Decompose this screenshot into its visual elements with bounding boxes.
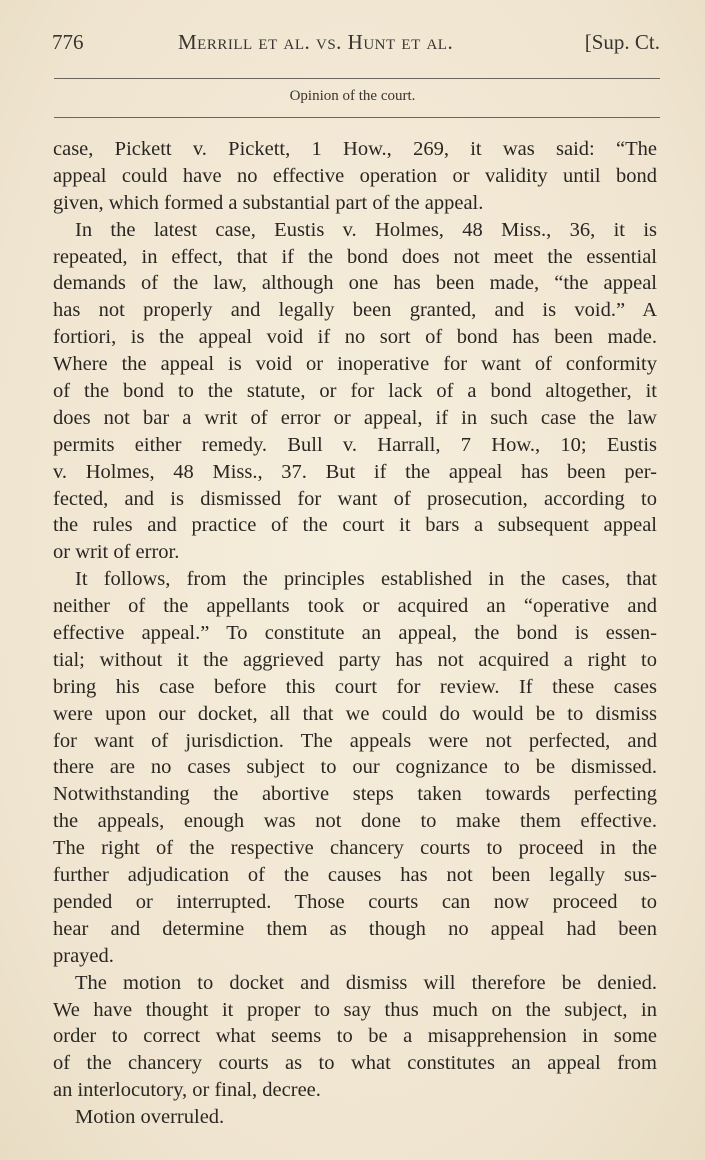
text-line: In the latest case, Eustis v. Holmes, 48 Miss., 36, it is bbox=[75, 218, 657, 241]
text-line: tial; without it the aggrieved party has not acquired a right to bbox=[53, 648, 657, 671]
text-line: permits either remedy. Bull v. Harrall, 7 How., 10; Eustis bbox=[53, 433, 657, 456]
text-line: hear and determine them as though no appeal had been bbox=[53, 917, 657, 940]
text-line: or writ of error. bbox=[53, 541, 180, 564]
text-line: Where the appeal is void or inoperative for want of conformity bbox=[53, 353, 657, 376]
running-header bbox=[52, 30, 660, 60]
text-line: does not bar a writ of error or appeal, if in such case the law bbox=[53, 406, 657, 429]
text-line: fortiori, is the appeal void if no sort of bond has been made. bbox=[53, 326, 657, 349]
text-line: v. Holmes, 48 Miss., 37. But if the appeal has been per- bbox=[53, 460, 657, 483]
text-line: the rules and practice of the court it bars a subsequent appeal bbox=[53, 514, 657, 537]
text-line: The motion to docket and dismiss will therefore be denied. bbox=[75, 971, 657, 994]
text-line: the appeals, enough was not done to make them effective. bbox=[53, 810, 657, 833]
text-line: for want of jurisdiction. The appeals were not perfected, and bbox=[53, 729, 657, 752]
text-line: neither of the appellants took or acquired an “operative and bbox=[53, 595, 657, 618]
text-line: bring his case before this court for review. If these cases bbox=[53, 675, 657, 698]
text-line: there are no cases subject to our cognizance to be dismissed. bbox=[53, 756, 657, 779]
section-heading: Opinion of the court. bbox=[289, 88, 416, 104]
text-line: The right of the respective chancery courts to proceed in the bbox=[53, 837, 657, 860]
text-line: has not properly and legally been granted, and is void.” A bbox=[53, 299, 657, 322]
page-number: 776 bbox=[52, 30, 84, 54]
text-line: Notwithstanding the abortive steps taken towards perfecting bbox=[53, 783, 657, 806]
heading-rule bbox=[54, 117, 660, 118]
text-line: appeal could have no effective operation or validity until bond bbox=[53, 164, 657, 187]
text-line: Motion overruled. bbox=[75, 1106, 225, 1129]
text-line: order to correct what seems to be a misapprehension in some bbox=[53, 1025, 657, 1048]
text-line: were upon our docket, all that we could do would be to dismiss bbox=[53, 702, 657, 725]
text-line: given, which formed a substantial part of the appeal. bbox=[53, 191, 484, 214]
text-line: fected, and is dismissed for want of prosecution, according to bbox=[53, 487, 657, 510]
running-title: Merrill et al. vs. Hunt et al. bbox=[178, 30, 454, 54]
text-line: prayed. bbox=[53, 944, 114, 967]
text-line: of the bond to the statute, or for lack of a bond altogether, it bbox=[53, 380, 657, 403]
text-line: It follows, from the principles established in the cases, that bbox=[75, 568, 657, 591]
text-line: an interlocutory, or final, decree. bbox=[53, 1079, 321, 1102]
text-line: of the chancery courts as to what constitutes an appeal from bbox=[53, 1052, 657, 1075]
opinion-text bbox=[53, 136, 657, 1131]
text-line: further adjudication of the causes has not been legally sus- bbox=[53, 864, 657, 887]
text-line: repeated, in effect, that if the bond does not meet the essential bbox=[53, 245, 657, 268]
court-label: [Sup. Ct. bbox=[584, 30, 660, 54]
text-line: effective appeal.” To constitute an appeal, the bond is essen- bbox=[53, 622, 657, 645]
header-rule bbox=[54, 78, 660, 79]
text-line: case, Pickett v. Pickett, 1 How., 269, it was said: “The bbox=[53, 138, 657, 160]
text-line: We have thought it proper to say thus much on the subject, in bbox=[53, 998, 657, 1021]
text-line: demands of the law, although one has been made, “the appeal bbox=[53, 272, 657, 295]
text-line: pended or interrupted. Those courts can now proceed to bbox=[53, 890, 657, 913]
